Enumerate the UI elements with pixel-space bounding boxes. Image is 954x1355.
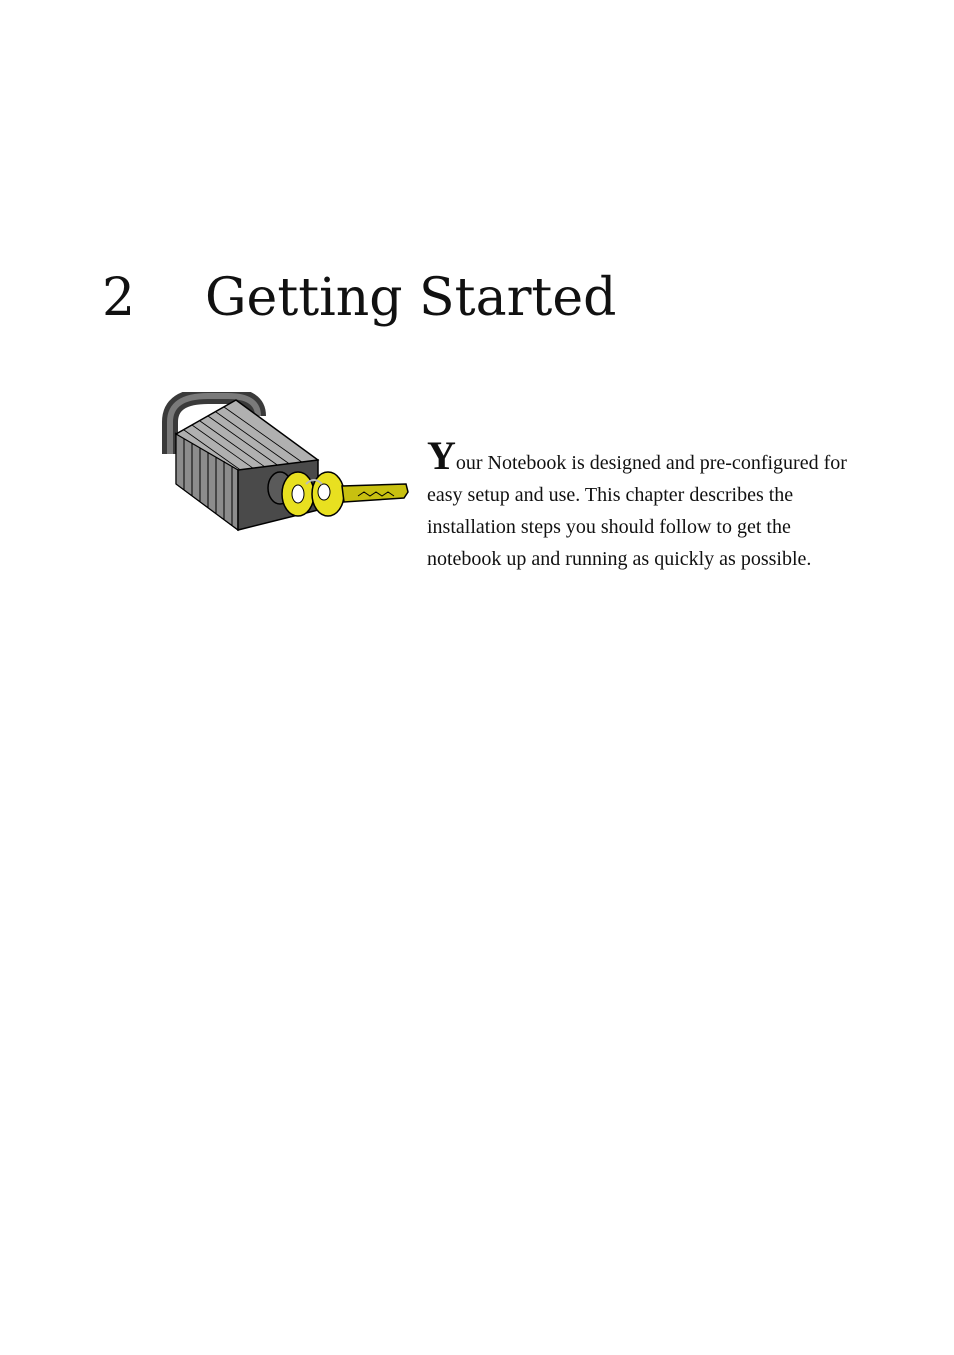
padlock-with-keys-icon [158,392,410,534]
chapter-number: 2 [102,268,136,328]
intro-line: notebook up and running as quickly as possible. [427,548,812,570]
intro-line [427,433,907,479]
intro-paragraph [427,433,907,575]
intro-line: installation steps you should follow to get the [427,516,791,538]
intro-text: our Notebook is designed and pre-configured for [455,452,847,474]
chapter-title: Getting Started [205,268,617,328]
drop-cap: Y [427,433,456,478]
intro-line: easy setup and use. This chapter describes the [427,484,794,506]
